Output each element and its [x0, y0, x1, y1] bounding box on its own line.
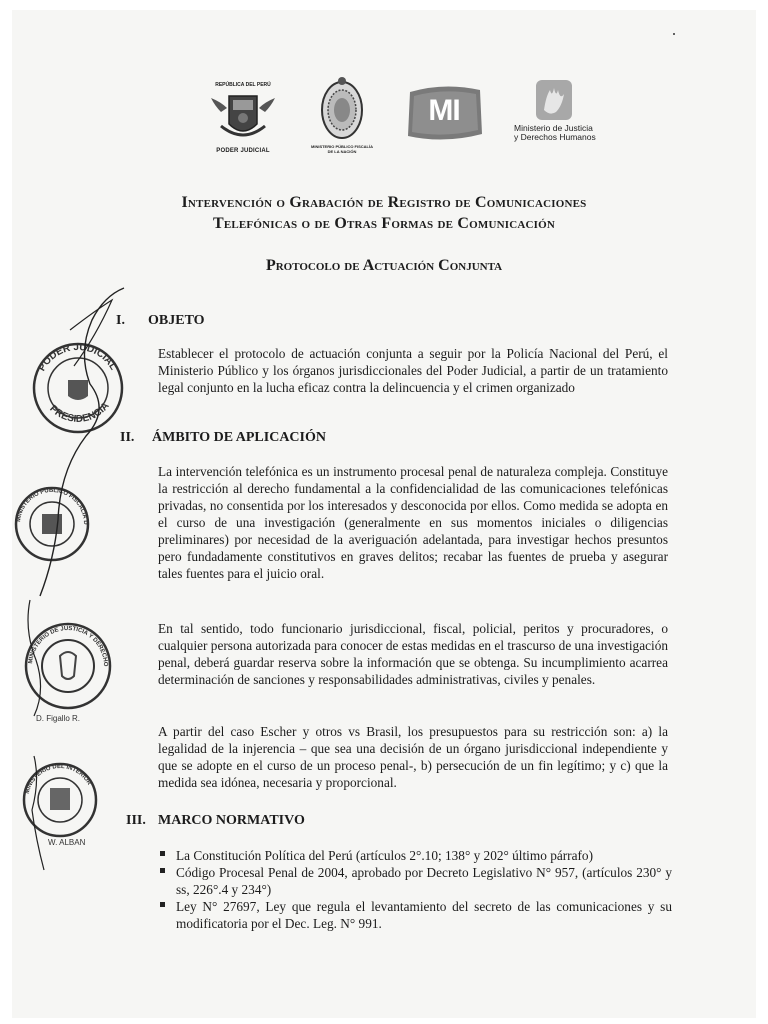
- ministerio-justicia-name-line2: y Derechos Humanos: [514, 132, 596, 142]
- section-2-number: II.: [120, 430, 135, 445]
- document-title-line1: Intervención o Grabación de Registro de Comunicaciones: [181, 194, 587, 211]
- list-item: [160, 864, 672, 898]
- svg-text:MINISTERIO DE JUSTICIA Y DEREC: [22, 620, 108, 667]
- ministerio-publico-caption: MINISTERIO PÚBLICO FISCALÍA DE LA NACIÓN: [311, 144, 373, 154]
- section-2-paragraph-1: La intervención telefónica es un instrumento procesal penal de naturaleza compleja. Constituye la restricción al derecho fundamental a la confidencialidad de las comunicaciones telefónicas privadas, no consentida por los interesados y desconocida por ellos. Como medida se adopta en el curso de una investigación (generalmente en sus momentos iniciales o diligencias preliminares) por necesidad de la averiguación adelantada, para investigar hechos presuntos pero fundadamente constitutivos en graves delitos; recabar las fuentes de prueba y asegurar tales fuentes para el juicio oral.: [158, 464, 668, 581]
- mininter-stamp-text: MINISTERIO DEL INTERIOR: [24, 763, 92, 795]
- list-item-text: Código Procesal Penal de 2004, aprobado por Decreto Legislativo N° 957, (artículos 230° y ss, 226°.4 y 234°): [176, 865, 672, 897]
- section-2-paragraph-2: En tal sentido, todo funcionario jurisdiccional, fiscal, policial, peritos y procuradores, o cualquier persona autorizada para conocer de estas medidas en el trascurso de una investigación penal, deberá guardar reserva sobre la información que se obtenga. Su incumplimiento acarrea determinación de sanciones y responsabilidades administrativas, civiles y penales.: [158, 621, 668, 687]
- ministerio-justicia-name: [514, 124, 624, 142]
- svg-text:PRESIDENCIA: [47, 400, 111, 424]
- section-3-number: III.: [126, 813, 146, 828]
- list-item-text: La Constitución Política del Perú (artículos 2°.10; 138° y 202° último párrafo): [176, 848, 594, 863]
- section-2-title: ÁMBITO DE APLICACIÓN: [152, 430, 326, 445]
- bullet-icon: [160, 868, 165, 873]
- section-1-number: I.: [116, 313, 125, 328]
- bullet-icon: [160, 851, 165, 856]
- signatory-label-alban: W. ALBAN: [48, 838, 86, 847]
- pj-stamp-bottom-text: PRESIDENCIA: [47, 400, 112, 425]
- list-item: [160, 898, 672, 932]
- poder-judicial-logo-top-text: REPÚBLICA DEL PERÚ: [215, 82, 271, 88]
- legal-framework-list: [160, 847, 672, 932]
- document-subtitle: Protocolo de Actuación Conjunta: [265, 257, 503, 274]
- section-1-title: OBJETO: [148, 313, 205, 328]
- minjus-stamp: [22, 620, 114, 717]
- fiscalia-stamp: [12, 484, 92, 569]
- ministerio-publico-seal: [311, 74, 373, 154]
- section-1-paragraph: Establecer el protocolo de actuación conjunta a seguir por la Policía Nacional del Perú, el Ministerio Público y los órganos jurisdiccionales del Poder Judicial, a partir de un tratamiento legal conjunto en la lucha eficaz contra la delincuencia y el crimen organizado: [158, 346, 668, 395]
- fiscalia-stamp-text: MINISTERIO PÚBLICO FISCALÍA D: [16, 487, 89, 525]
- section-3-title: MARCO NORMATIVO: [158, 813, 305, 828]
- scan-speck: [673, 33, 675, 35]
- poder-judicial-caption: PODER JUDICIAL: [216, 148, 270, 154]
- minjus-stamp-text: MINISTERIO DE JUSTICIA Y DERECHO: [28, 625, 109, 667]
- mininter-stamp: [20, 760, 100, 845]
- bullet-icon: [160, 902, 165, 907]
- list-item-text: Ley N° 27697, Ley que regula el levantamiento del secreto de las comunicaciones y su modificatoria por el Dec. Leg. N° 991.: [176, 899, 672, 931]
- pj-stamp-top-text: PODER JUDICIAL: [36, 341, 119, 374]
- ministerio-justicia-logo: [510, 80, 620, 144]
- poder-judicial-logo: [207, 82, 279, 158]
- section-2-paragraph-3: A partir del caso Escher y otros vs Brasil, los presupuestos para su restricción son: a) la legalidad de la injerencia – que sea una decisión de un órgano jurisdiccional independiente y que se adopte en el curso de un proceso penal-, b) persecución de un fin legítimo; y c) que la medida sea idónea, necesaria y proporcional.: [158, 724, 668, 790]
- document-title-line2: Telefónicas o de Otras Formas de Comunicación: [212, 215, 556, 232]
- ministerio-justicia-name-line1: Ministerio de Justicia: [514, 123, 593, 133]
- ministerio-interior-logo: [404, 82, 484, 144]
- ministerio-interior-logo-text: MI: [428, 94, 460, 127]
- list-item: [160, 847, 672, 864]
- poder-judicial-stamp: [30, 340, 126, 441]
- signatory-label-figallo: D. Figallo R.: [36, 714, 81, 723]
